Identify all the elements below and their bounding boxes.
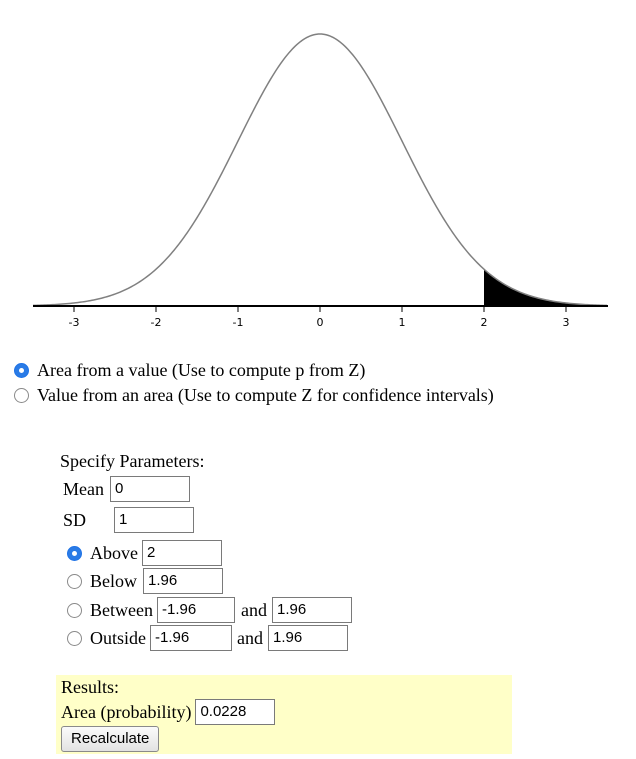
mode-option-area-from-value[interactable] <box>14 359 365 381</box>
below-label: Below <box>90 570 137 591</box>
sd-input[interactable]: 1 <box>114 507 194 533</box>
recalculate-button[interactable]: Recalculate <box>61 726 159 752</box>
outside-label: Outside <box>90 627 146 648</box>
between-high-input[interactable]: 1.96 <box>272 597 352 623</box>
between-and-label: and <box>240 599 267 620</box>
normal-curve <box>33 34 607 305</box>
mode-area-from-value-radio[interactable] <box>14 363 29 378</box>
outside-low-input[interactable]: -1.96 <box>150 625 232 651</box>
outside-and-label: and <box>237 627 263 648</box>
mean-label: Mean <box>63 478 104 499</box>
normal-curve-chart <box>0 0 636 340</box>
outside-row <box>60 625 348 651</box>
mode-option-value-from-area[interactable] <box>14 384 494 406</box>
x-axis-ticks <box>69 306 570 329</box>
above-input[interactable]: 2 <box>142 540 222 566</box>
mode-area-from-value-label: Area from a value (Use to compute p from Z) <box>37 359 366 380</box>
x-tick-label-3: 0 <box>316 316 324 329</box>
between-radio[interactable] <box>67 603 82 618</box>
mode-value-from-area-label: Value from an area (Use to compute Z for confidence intervals) <box>37 384 494 405</box>
parameters-heading <box>60 448 204 474</box>
above-row <box>60 540 222 566</box>
x-tick-label-2: -1 <box>232 316 244 329</box>
x-tick-label-0: -3 <box>68 316 80 329</box>
results-panel <box>56 675 512 754</box>
area-output: 0.0228 <box>195 699 275 725</box>
below-row <box>60 568 223 594</box>
above-radio[interactable] <box>67 546 82 561</box>
mode-value-from-area-radio[interactable] <box>14 388 29 403</box>
mean-row <box>63 476 190 502</box>
x-tick-label-5: 2 <box>480 316 488 329</box>
x-tick-label-6: 3 <box>562 316 570 329</box>
below-radio[interactable] <box>67 574 82 589</box>
area-label: Area (probability) <box>61 701 192 722</box>
between-row <box>60 597 352 623</box>
outside-radio[interactable] <box>67 631 82 646</box>
x-tick-label-1: -2 <box>150 316 162 329</box>
below-input[interactable]: 1.96 <box>143 568 223 594</box>
outside-high-input[interactable]: 1.96 <box>268 625 348 651</box>
area-row <box>61 699 275 725</box>
parameters-heading-text: Specify Parameters: <box>60 450 205 471</box>
sd-label: SD <box>63 509 87 530</box>
sd-row <box>63 507 194 533</box>
mean-input[interactable]: 0 <box>110 476 190 502</box>
results-heading: Results: <box>61 677 120 697</box>
between-label: Between <box>90 599 153 620</box>
above-label: Above <box>90 542 138 563</box>
x-tick-label-4: 1 <box>398 316 406 329</box>
between-low-input[interactable]: -1.96 <box>157 597 235 623</box>
